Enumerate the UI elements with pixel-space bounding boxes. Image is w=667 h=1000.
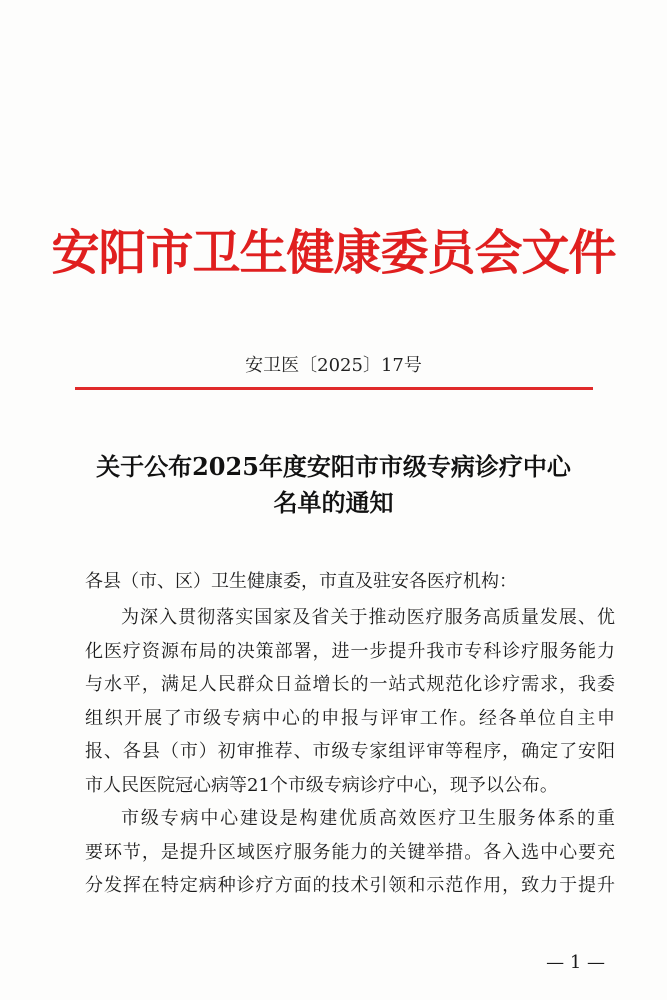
document-number: 安卫医〔2025〕17号 (245, 355, 422, 376)
notice-title (0, 449, 667, 521)
body-line: 为深入贯彻落实国家及省关于推动医疗服务高质量发展、优 (121, 607, 615, 628)
body-line: 市级专病中心建设是构建优质高效医疗卫生服务体系的重 (121, 808, 615, 829)
body-line: 组织开展了市级专病中心的申报与评审工作。经各单位自主申 (85, 707, 615, 729)
page-number: — 1 — (546, 952, 605, 973)
body-line: 与水平，满足人民群众日益增长的一站式规范化诊疗需求，我委 (85, 674, 615, 695)
body-line: 化医疗资源布局的决策部署，进一步提升我市专科诊疗服务能力 (85, 640, 615, 662)
red-divider-rule (75, 387, 593, 390)
notice-title-line-1: 关于公布2025年度安阳市市级专病诊疗中心 (96, 452, 571, 481)
issuer-header-title: 安阳市卫生健康委员会文件 (51, 225, 616, 281)
body-line: 报、各县（市）初审推荐、市级专家组评审等程序，确定了安阳 (85, 741, 615, 762)
body-text (85, 601, 615, 903)
body-line: 市人民医院冠心病等21个市级专病诊疗中心，现予以公布。 (85, 774, 558, 796)
body-line: 要环节，是提升区域医疗服务能力的关键举措。各入选中心要充 (85, 841, 615, 863)
body-line: 分发挥在特定病种诊疗方面的技术引领和示范作用，致力于提升 (85, 875, 615, 896)
addressee-line: 各县（市、区）卫生健康委，市直及驻安各医疗机构： (85, 571, 517, 592)
notice-title-line-2: 名单的通知 (273, 488, 394, 517)
